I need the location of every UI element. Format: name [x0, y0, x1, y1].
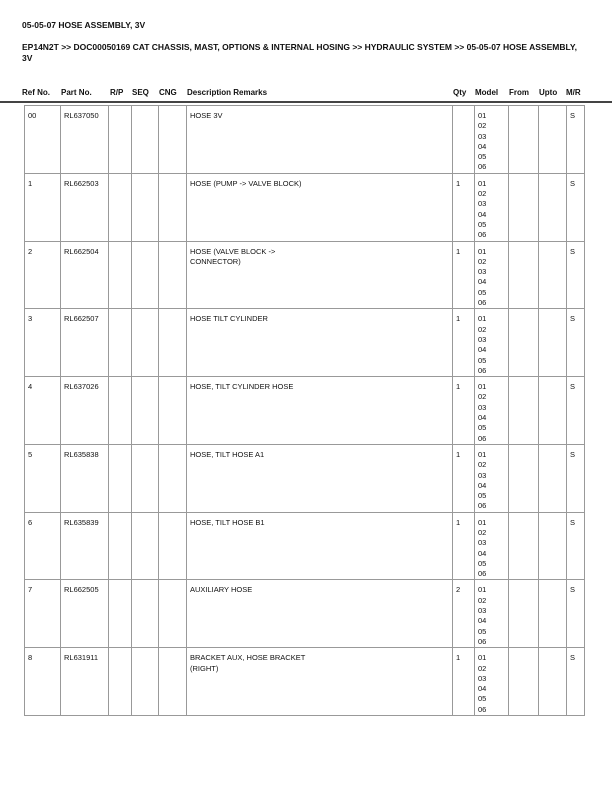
mr-cell: S: [567, 512, 585, 580]
model-code: 01: [478, 111, 487, 120]
upto-cell: [539, 309, 567, 377]
model-code: 06: [478, 704, 487, 714]
ref-cell: 2: [25, 241, 61, 309]
col-part: Part No.: [61, 88, 92, 97]
part-number-cell: RL635838: [61, 444, 109, 512]
col-model: Model: [475, 88, 499, 97]
part-number-cell: RL631911: [61, 648, 109, 716]
upto-cell: [539, 648, 567, 716]
upto-cell: [539, 377, 567, 445]
model-cell: [475, 173, 509, 241]
table-row: [25, 173, 585, 241]
model-code: 05: [478, 694, 487, 704]
model-code: 03: [478, 673, 487, 683]
model-code: 02: [478, 121, 487, 131]
model-code: 06: [478, 298, 487, 308]
description-cell: BRACKET AUX, HOSE BRACKET (RIGHT): [187, 648, 453, 716]
description-cell: HOSE, TILT HOSE A1: [187, 444, 453, 512]
col-desc: Description Remarks: [187, 88, 268, 97]
model-code: 02: [478, 324, 487, 334]
part-number-cell: RL662503: [61, 173, 109, 241]
model-cell: [475, 377, 509, 445]
upto-cell: [539, 580, 567, 648]
ref-cell: 1: [25, 173, 61, 241]
col-rp: R/P: [110, 88, 124, 97]
from-cell: [509, 512, 539, 580]
qty-cell: 1: [453, 309, 475, 377]
table-row: [25, 444, 585, 512]
model-code: 01: [478, 585, 487, 595]
cng-cell: [159, 512, 187, 580]
col-ref: Ref No.: [22, 88, 50, 97]
description-cell: AUXILIARY HOSE: [187, 580, 453, 648]
cng-cell: [159, 309, 187, 377]
model-code: 01: [478, 382, 487, 392]
ref-cell: 00: [25, 106, 61, 174]
model-cell: [475, 444, 509, 512]
table-row: [25, 648, 585, 716]
model-code: 01: [478, 178, 487, 188]
model-code: 05: [478, 219, 487, 229]
model-code: 02: [478, 595, 487, 605]
qty-cell: 1: [453, 512, 475, 580]
model-cell: [475, 648, 509, 716]
from-cell: [509, 241, 539, 309]
upto-cell: [539, 512, 567, 580]
model-code: 04: [478, 141, 487, 151]
from-cell: [509, 173, 539, 241]
model-code: 05: [478, 491, 487, 501]
model-code: 05: [478, 287, 487, 297]
mr-cell: S: [567, 648, 585, 716]
ref-cell: 5: [25, 444, 61, 512]
table-row: [25, 512, 585, 580]
model-code: 03: [478, 267, 487, 277]
model-cell: [475, 241, 509, 309]
model-code: 01: [478, 517, 487, 527]
model-code: 04: [478, 413, 487, 423]
model-code: 01: [478, 246, 487, 256]
rp-cell: [109, 377, 132, 445]
from-cell: [509, 309, 539, 377]
rp-cell: [109, 241, 132, 309]
model-code: 05: [478, 626, 487, 636]
cng-cell: [159, 580, 187, 648]
mr-cell: S: [567, 444, 585, 512]
cng-cell: [159, 173, 187, 241]
cng-cell: [159, 241, 187, 309]
model-cell: [475, 309, 509, 377]
upto-cell: [539, 173, 567, 241]
mr-cell: S: [567, 580, 585, 648]
col-mr: M/R: [566, 88, 581, 97]
table-row: [25, 309, 585, 377]
model-code: 04: [478, 616, 487, 626]
mr-cell: S: [567, 173, 585, 241]
qty-cell: [453, 106, 475, 174]
description-cell: HOSE TILT CYLINDER: [187, 309, 453, 377]
model-code: 06: [478, 569, 487, 579]
seq-cell: [132, 512, 159, 580]
upto-cell: [539, 241, 567, 309]
model-cell: [475, 106, 509, 174]
model-code: 04: [478, 209, 487, 219]
model-code: 04: [478, 277, 487, 287]
model-code: 01: [478, 653, 487, 663]
qty-cell: 1: [453, 173, 475, 241]
part-number-cell: RL662505: [61, 580, 109, 648]
description-cell: HOSE (VALVE BLOCK -> CONNECTOR): [187, 241, 453, 309]
seq-cell: [132, 580, 159, 648]
model-code: 01: [478, 449, 487, 459]
description-cell: HOSE (PUMP -> VALVE BLOCK): [187, 173, 453, 241]
model-code: 04: [478, 548, 487, 558]
from-cell: [509, 648, 539, 716]
part-number-cell: RL637050: [61, 106, 109, 174]
part-number-cell: RL662504: [61, 241, 109, 309]
model-code: 03: [478, 199, 487, 209]
mr-cell: S: [567, 106, 585, 174]
model-code: 06: [478, 433, 487, 443]
model-code: 04: [478, 345, 487, 355]
cng-cell: [159, 106, 187, 174]
description-cell: HOSE, TILT CYLINDER HOSE: [187, 377, 453, 445]
qty-cell: 1: [453, 444, 475, 512]
part-number-cell: RL662507: [61, 309, 109, 377]
rp-cell: [109, 648, 132, 716]
ref-cell: 8: [25, 648, 61, 716]
model-cell: [475, 512, 509, 580]
model-code: 02: [478, 460, 487, 470]
model-code: 02: [478, 189, 487, 199]
ref-cell: 4: [25, 377, 61, 445]
table-row: [25, 580, 585, 648]
seq-cell: [132, 241, 159, 309]
table-row: [25, 241, 585, 309]
from-cell: [509, 106, 539, 174]
rp-cell: [109, 309, 132, 377]
qty-cell: 1: [453, 241, 475, 309]
cng-cell: [159, 648, 187, 716]
model-code: 05: [478, 558, 487, 568]
rp-cell: [109, 580, 132, 648]
page-title: 05-05-07 HOSE ASSEMBLY, 3V: [22, 20, 146, 30]
description-cell: HOSE 3V: [187, 106, 453, 174]
model-code: 01: [478, 314, 487, 324]
seq-cell: [132, 377, 159, 445]
model-code: 02: [478, 256, 487, 266]
model-code: 03: [478, 538, 487, 548]
model-code: 05: [478, 152, 487, 162]
model-code: 06: [478, 230, 487, 240]
model-code: 03: [478, 334, 487, 344]
parts-table: [24, 105, 585, 716]
col-from: From: [509, 88, 529, 97]
from-cell: [509, 377, 539, 445]
model-code: 06: [478, 365, 487, 375]
seq-cell: [132, 444, 159, 512]
qty-cell: 1: [453, 648, 475, 716]
model-code: 04: [478, 684, 487, 694]
model-code: 03: [478, 131, 487, 141]
model-code: 06: [478, 636, 487, 646]
ref-cell: 6: [25, 512, 61, 580]
cng-cell: [159, 444, 187, 512]
upto-cell: [539, 444, 567, 512]
upto-cell: [539, 106, 567, 174]
model-code: 02: [478, 392, 487, 402]
ref-cell: 7: [25, 580, 61, 648]
model-code: 06: [478, 162, 487, 172]
description-cell: HOSE, TILT HOSE B1: [187, 512, 453, 580]
qty-cell: 1: [453, 377, 475, 445]
model-code: 03: [478, 470, 487, 480]
seq-cell: [132, 173, 159, 241]
model-code: 03: [478, 402, 487, 412]
seq-cell: [132, 309, 159, 377]
model-code: 04: [478, 480, 487, 490]
model-code: 02: [478, 663, 487, 673]
model-cell: [475, 580, 509, 648]
mr-cell: S: [567, 241, 585, 309]
ref-cell: 3: [25, 309, 61, 377]
model-code: 06: [478, 501, 487, 511]
mr-cell: S: [567, 309, 585, 377]
model-code: 02: [478, 527, 487, 537]
from-cell: [509, 444, 539, 512]
breadcrumb: EP14N2T >> DOC00050169 CAT CHASSIS, MAST, OPTIONS & INTERNAL HOSING >> HYDRAULIC SYSTEM >> 05-05-07 HOSE ASSEMBLY, 3V: [22, 42, 578, 63]
model-code: 03: [478, 606, 487, 616]
table-row: [25, 106, 585, 174]
part-number-cell: RL635839: [61, 512, 109, 580]
col-upto: Upto: [539, 88, 558, 97]
rp-cell: [109, 512, 132, 580]
rp-cell: [109, 444, 132, 512]
col-qty: Qty: [453, 88, 467, 97]
col-cng: CNG: [159, 88, 177, 97]
seq-cell: [132, 106, 159, 174]
from-cell: [509, 580, 539, 648]
model-code: 05: [478, 423, 487, 433]
mr-cell: S: [567, 377, 585, 445]
table-row: [25, 377, 585, 445]
qty-cell: 2: [453, 580, 475, 648]
part-number-cell: RL637026: [61, 377, 109, 445]
col-seq: SEQ: [132, 88, 149, 97]
seq-cell: [132, 648, 159, 716]
model-code: 05: [478, 355, 487, 365]
cng-cell: [159, 377, 187, 445]
rp-cell: [109, 173, 132, 241]
header-divider: [0, 101, 612, 103]
rp-cell: [109, 106, 132, 174]
